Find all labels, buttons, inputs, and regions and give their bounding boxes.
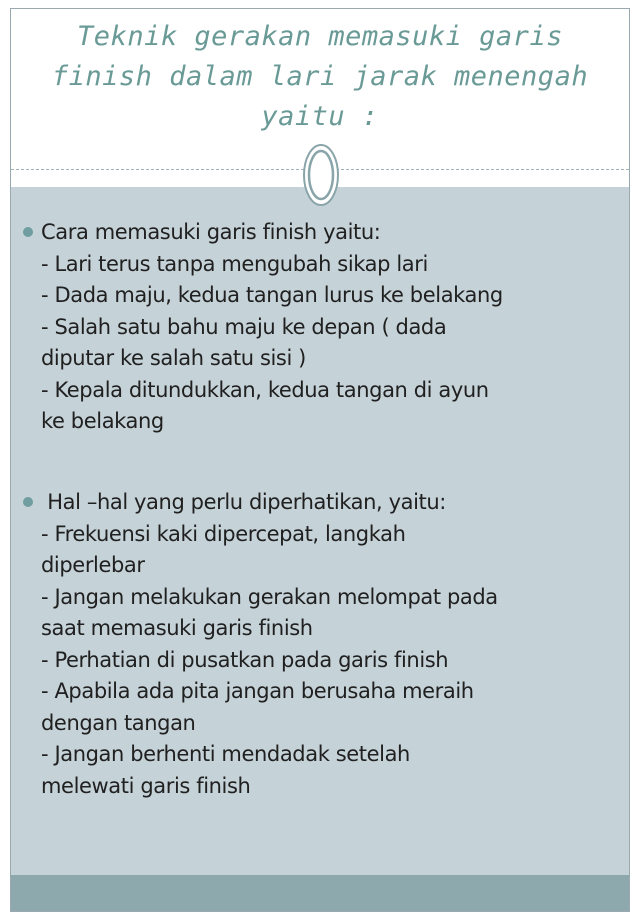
- bullet-line: Cara memasuki garis finish yaitu:: [41, 220, 381, 244]
- bullet-line: - Perhatian di pusatkan pada garis finish: [41, 647, 449, 672]
- bullet-item: [41, 487, 611, 802]
- bullet-text: [41, 487, 611, 802]
- bullet-line: - Frekuensi kaki dipercepat, langkah: [41, 521, 406, 546]
- bullet-line: Hal –hal yang perlu diperhatikan, yaitu:: [41, 490, 446, 514]
- bullet-line: - Salah satu bahu maju ke depan ( dada: [41, 314, 447, 339]
- bullet-text: [41, 217, 611, 438]
- bullet-line: - Lari terus tanpa mengubah sikap lari: [41, 251, 428, 276]
- bullet-line: melewati garis finish: [41, 773, 251, 798]
- bullet-line: - Kepala ditundukkan, kedua tangan di ayun: [41, 377, 489, 402]
- oval-ornament-icon: [301, 142, 341, 208]
- bullet-line: dengan tangan: [41, 710, 196, 735]
- title-line: finish dalam lari jarak menengah: [51, 61, 589, 92]
- slide-title: [25, 17, 615, 137]
- bullet-line: saat memasuki garis finish: [41, 616, 313, 640]
- bullet-line: ke belakang: [41, 409, 164, 433]
- content-panel: [11, 187, 629, 875]
- bullet-item: [41, 217, 611, 438]
- bullet-line: - Jangan berhenti mendadak setelah: [41, 742, 410, 766]
- title-line: Teknik gerakan memasuki garis: [77, 21, 563, 52]
- title-line: yaitu :: [261, 101, 379, 132]
- bullet-line: - Jangan melakukan gerakan melompat pada: [41, 584, 498, 609]
- bullet-dot-icon: [23, 497, 33, 507]
- bullet-line: - Dada maju, kedua tangan lurus ke belakang: [41, 283, 503, 307]
- slide: [10, 8, 630, 912]
- footer-bar: [11, 875, 629, 912]
- bullet-line: - Apabila ada pita jangan berusaha meraih: [41, 679, 474, 703]
- bullet-dot-icon: [23, 227, 33, 237]
- bullet-line: diperlebar: [41, 553, 145, 577]
- bullet-line: diputar ke salah satu sisi ): [41, 346, 306, 370]
